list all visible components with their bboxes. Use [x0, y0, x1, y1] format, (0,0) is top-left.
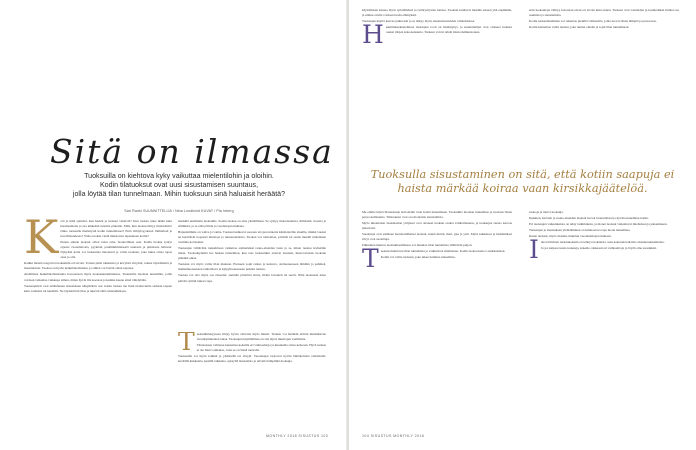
paragraph: Myös ulkomaiset sisustusalan yritykset ovat ottaneet tuoksut osaksi valikoimaansa, ja tuoksujen suosio kasvaa jatkuvasti. [362, 221, 512, 231]
right-column-d [529, 210, 679, 430]
article-lede [24, 172, 334, 199]
paragraph: Tuoksun voi myös valita tilan mukaan. Eteiseen sopii raikas ja kutsuva, olohuoneeseen lämmin ja pehmeä, makuuhuoneeseen rauhoittava ja kylpyhuoneeseen puhdas tuoksu. [178, 262, 326, 272]
paragraph: uoksuihmisyyteen liittyy hyvin vahvasti myös muisti. Tuoksu voi herättää elävän muistikuvan vuosikymmenten takaa. Tuoksujen käyttäminen on siis myös muistojen vaalimista. [196, 332, 326, 342]
left-column-2 [178, 219, 326, 331]
right-folio: 104 SISUSTUS MONTHLY 2018 [362, 434, 425, 438]
right-column-c [362, 210, 512, 430]
paragraph: Kukkien, kasvien ja ruoka-aineiden tuoksut luovat luonnollisen ja hyvän tunnelman kotiin. [529, 216, 649, 221]
paragraph: Tuoksu voi olla myös osa rituaalia: aamulla piristävä sitrus, illalla laventeli tai seetri. Näin tuoksusta tulee päivän rytmiä tukeva tapa. [178, 273, 326, 283]
paragraph: otä ja mitä ajattelet, kun herkät ja tuoksut viestivät? Kun tuoksu tulee ikään kuin huomaamatta ja saa lehkeästi tunteita pinnalle. Mitä, kun tuoksu liittyy muistoihin? Onko tuoksulla merkitystä kodin tunnelmassa? Entä viihtyisyydessä, lämmössä ja turvallisuudessa? Voiko tuoksu viedä muistoissa lapsuuteen kotiin? [60, 219, 172, 239]
dropcap-i: I [529, 235, 539, 265]
paragraph: Tuoksujen käyttö kasvaa jatkuvasti ja se näkyy myös sisustustuotteiden valikoimassa. [362, 19, 476, 24]
paragraph: nnovatiivinen tuoksukokeilu on tehnyt tuoksuista osan kokonaisvaltaista sisustussuunnittelua. [540, 240, 665, 245]
paragraph: Kodin tuoksumaailman voi rakentaa pienillä valinnoilla, jotka tuovat tilaan lämpöä ja persoonaa. [529, 19, 657, 24]
lede-line-3: jolla löytää tilan tunnelmaan. Mihin tuoksuun sinä haluaisit heräätä? [72, 190, 286, 198]
lede-line-1: Tuoksuilla on kiehtova kyky vaikuttaa mielentilohin ja oloihin. [84, 172, 274, 180]
dropcap-t-right: T [362, 244, 379, 274]
paragraph: Ennen aikaan tuoksut olivat talon oma, luonnollinen asia. Kodin tuoksu syntyi arjesta: ruoanlaitosta, pyykistä, puulämmitteisestä saunasta ja puhtaasta lattiasta. Nykyään kotia voi tuoksuttaa tietoisesti ja valita tuoksun, joka tukee omaa tapaa asua ja olla. [60, 240, 172, 260]
paragraph: Tuoksujen viiltävään tunnelmaan vaikuttaa esimerkiksi raaka-aineiden laatu ja se, miten tuoksu levitetään tilaan. Tuoksukynttilä luo hetken tunnelman, kun taas tuoksutikut antavat tasaisen, hienovaraisen tuoksun pitkäksi aikaa. [178, 246, 326, 261]
paragraph: Kotiin voi valita tuoksun, joka tukee haluttua tunnelmaa. [380, 255, 456, 260]
paragraph: merkkiä uusillekin tuoksuille. Kodin tuoksu on aina yksilöllinen. Se syntyy materiaaleista, ihmisistä, ruoasta ja eläimistä, ja se elää päivän ja vuodenajan mukana. [178, 219, 326, 229]
paragraph: Aistimisen henkilökohtaisuutta korostetaan myös tuoksusuunnittelussa. Tuoksuilla luodaan tunnelmia, joilla voidaan vaikuttaa vaikkapa siihen, miten hyvin tila koetaan ja kuinka kauan siinä viihdytään. [24, 272, 172, 282]
dropcap-t: T [178, 332, 195, 356]
right-column-a [362, 8, 512, 158]
paragraph: Kaikki meistä reagoivat tuoksuihin eri tavoin. Toinen pitää raikkaista ja kevyistä sävyistä, toinen täyteläisistä ja mausteisista. Tuoksu on hyvin henkilökohtainen, ja siihen voi löytää oman tapansa. [24, 261, 172, 271]
dropcap-h: H [362, 20, 384, 50]
paragraph: Tuoksuilla voi myös leikkiä ja yhdistellä eri sävyjä. Vuodenajat tarjoavat hyvän lähtökohdan vaihtelulle: keväällä kukkaisia, kesällä raikkaita, syksyllä mausteisia ja talvella lämpimiä tuoksuja. [178, 354, 326, 364]
left-column-1 [24, 219, 172, 429]
right-page [349, 0, 696, 450]
paragraph: käyttämisen kanssa myös työelämässä ja tyttäryritysten kanssa. Tuoksut kuuluvat meidän arkeen yhä enemmän, ja niiden avulla voidaan luoda elämyksiä. [362, 8, 512, 18]
paragraph: Suosittuja ovat edelleen luonnonläheiset tuoksut, kuten metsä, meri, puu ja yrtit. Myös kukkaiset ja hedelmäiset sävyt ovat suosittuja. [362, 232, 512, 242]
paragraph: Pikkuinen muutos tuoksumaailmassa voi muuttaa tilan tunnelmaa yllättävän paljon. [362, 243, 473, 248]
pull-quote: Tuoksulla sisustaminen on sitä, että kotiin saapuja ei haista märkää koiraa vaan kirsikkajäätelöä. [370, 168, 675, 195]
paragraph: Kotiin kannattaa valita tuoksu, joka tuntuu omalta ja sopii tilan tunnelmaan. [529, 25, 630, 30]
lede-line-2: Kodin tilatuoksut ovat uusi sisustamisen suuntaus, [99, 181, 259, 189]
paragraph: Tuoksupäivät ovat eräänlainen sisustuksen näkymätön osa: kotiin tuoksu tuo lisää ulottuvuutta samaan tapaan kuin valaistus tai tekstiilit. Ne täydentävät tilaa ja tekevät siitä omannäköisen. [24, 283, 172, 293]
paragraph: Tilatuoksua valitessa kannattaa kokeilla eri vaihtoehtoja ja kuunnella omaa kehoaan. Hyvä tuoksu ei ole liian voimakas, vaan se on läsnä taustalla. [196, 343, 326, 353]
left-folio: MONTHLY 2018 SISUSTUS 103 [266, 434, 329, 438]
left-page [0, 0, 347, 450]
right-column-b [529, 8, 679, 158]
paragraph: Hajuaistimme on vahva ja vanha. Tuoksut kulkevat suoraan aivojen tunteita käsitteleville alueille, minkä vuoksi ne herättävät nopeasti muistoja ja tunnereaktioita. Tuoksu voi rauhoittaa, piristää tai saada meidät tuntemaan olomme kotoisaksi. [178, 230, 326, 245]
paragraph: eskitilakeskusteluissa tuoksujen rooli on lisääntynyt, ja suunnittelijat ovat ottaneet tuoksut osaksi tilojen kokonaisuutta. Tuoksut voivat tehdä tilasta ikimuistoisen. [385, 25, 512, 35]
paragraph: uoksut muuttavat tilan tunnelmaa ja vaikuttavat mielialaan. Kodin tuoksu kertoo asukkaistaan. [380, 249, 506, 254]
paragraph: Tuoksujen ja sisustuksen yhdistäminen on kiinnostava tapa luoda tunnelmaa. [529, 228, 631, 233]
paragraph: ruokoja ja mervi tuoksuja. [529, 210, 564, 214]
dropcap-k: K [24, 219, 59, 264]
paragraph: Me emme käytä tilatuoksuja hoitoalalle vaan kodin tunnelmaan. Tuoksuilla luodaan tunnelmaa ja tuodaan tilaan persoonallisuutta. Tilatuoksut ovat osa modernia sisustamista. [362, 210, 512, 220]
paragraph: Eri tuoksujen vaikutuksista on tehty tutkimuksia, ja monet tuoksut vaikuttavat mielialaan ja jaksamiseen. [529, 222, 668, 227]
paragraph: erän tuoksuttaja viihtyy kotonaan aivan eri tavoin kuin ennen. Tuoksut ovat vaatteiden ja kosmetiikan lisäksi osa asumista ja sisustamista. [529, 8, 679, 18]
left-column-2b [178, 332, 326, 430]
article-credits: Sari Ranki SUUNNITTELIJA / Nina Lundkvist KUVAT / Pia Inberg [124, 209, 234, 213]
paragraph: Ja jos kaipaat uusia tuoksuja, kokeile rohkeasti eri vaihtoehtoja ja löydä oma suosikkisi. [540, 246, 657, 251]
article-title: Sitä on ilmassa [50, 132, 334, 171]
paragraph: Kuten tuoksut, myös sisustus muuttuu vuodenaikojen mukaan. [529, 234, 612, 239]
